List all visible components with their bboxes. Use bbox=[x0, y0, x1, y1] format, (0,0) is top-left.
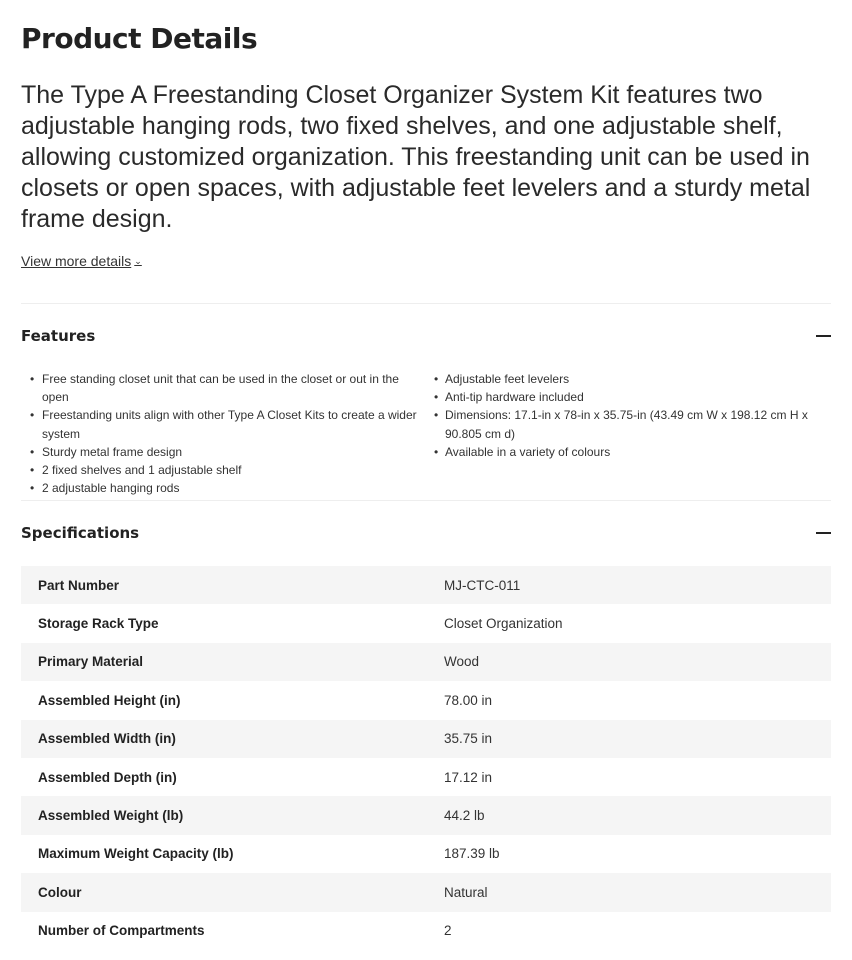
table-row bbox=[21, 835, 831, 873]
features-title: Features bbox=[21, 327, 96, 345]
feature-item: • Anti-tip hardware included bbox=[423, 388, 813, 406]
spec-label: Part Number bbox=[38, 577, 120, 593]
spec-label: Number of Compartments bbox=[38, 923, 205, 939]
table-row bbox=[21, 681, 831, 719]
feature-item: • Dimensions: 17.1-in x 78-in x 35.75-in (43.49 cm W x 198.12 cm H x 90.805 cm d) bbox=[423, 406, 813, 442]
table-row bbox=[21, 796, 831, 834]
table-row bbox=[21, 566, 831, 604]
features-left-column bbox=[21, 370, 423, 497]
minus-icon[interactable] bbox=[816, 335, 831, 337]
specifications-title: Specifications bbox=[21, 524, 140, 542]
feature-item: • Sturdy metal frame design bbox=[21, 443, 423, 461]
minus-icon[interactable] bbox=[816, 532, 831, 534]
feature-item: • Adjustable feet levelers bbox=[423, 370, 813, 388]
specifications-table bbox=[21, 566, 831, 950]
spec-value: 2 bbox=[444, 923, 452, 939]
table-row bbox=[21, 912, 831, 950]
feature-item: • Available in a variety of colours bbox=[423, 443, 813, 461]
table-row bbox=[21, 873, 831, 911]
view-more-details-link[interactable] bbox=[21, 253, 142, 269]
spec-label: Assembled Depth (in) bbox=[38, 769, 177, 785]
spec-value: 78.00 in bbox=[444, 692, 493, 708]
spec-value: 35.75 in bbox=[444, 731, 493, 747]
spec-label: Assembled Weight (lb) bbox=[38, 808, 184, 824]
spec-value: MJ-CTC-011 bbox=[444, 577, 521, 593]
spec-value: 44.2 lb bbox=[444, 808, 485, 824]
spec-value: Natural bbox=[444, 884, 488, 900]
features-right-column bbox=[423, 370, 813, 497]
table-row bbox=[21, 643, 831, 681]
spec-label: Assembled Width (in) bbox=[38, 731, 176, 747]
feature-item: • Free standing closet unit that can be used in the closet or out in the open bbox=[21, 370, 423, 406]
spec-label: Assembled Height (in) bbox=[38, 692, 181, 708]
spec-value: 187.39 lb bbox=[444, 846, 500, 862]
spec-label: Storage Rack Type bbox=[38, 616, 159, 632]
view-more-label: View more details bbox=[21, 253, 132, 269]
table-row bbox=[21, 604, 831, 642]
page-title: Product Details bbox=[21, 22, 258, 55]
spec-value: Closet Organization bbox=[444, 616, 563, 632]
table-row bbox=[21, 758, 831, 796]
product-description: The Type A Freestanding Closet Organizer System Kit features two adjustable hanging rods, two fixed shelves, and one adjustable shelf, allowing customized organization. This freestanding unit can be used in closets or open spaces, with adjustable feet levelers and a sturdy metal frame design. bbox=[21, 81, 811, 233]
feature-item: • Freestanding units align with other Type A Closet Kits to create a wider system bbox=[21, 406, 423, 442]
section-divider bbox=[21, 500, 831, 501]
features-section-header[interactable] bbox=[21, 324, 831, 348]
feature-item: • 2 adjustable hanging rods bbox=[21, 479, 423, 497]
section-divider bbox=[21, 303, 831, 304]
features-list bbox=[21, 370, 831, 497]
specifications-section-header[interactable] bbox=[21, 521, 831, 545]
spec-label: Colour bbox=[38, 884, 82, 900]
table-row bbox=[21, 720, 831, 758]
spec-value: 17.12 in bbox=[444, 769, 493, 785]
spec-label: Primary Material bbox=[38, 654, 144, 670]
spec-value: Wood bbox=[444, 654, 480, 670]
chevron-down-icon: ⌄ bbox=[134, 256, 142, 266]
feature-item: • 2 fixed shelves and 1 adjustable shelf bbox=[21, 461, 423, 479]
spec-label: Maximum Weight Capacity (lb) bbox=[38, 846, 234, 862]
